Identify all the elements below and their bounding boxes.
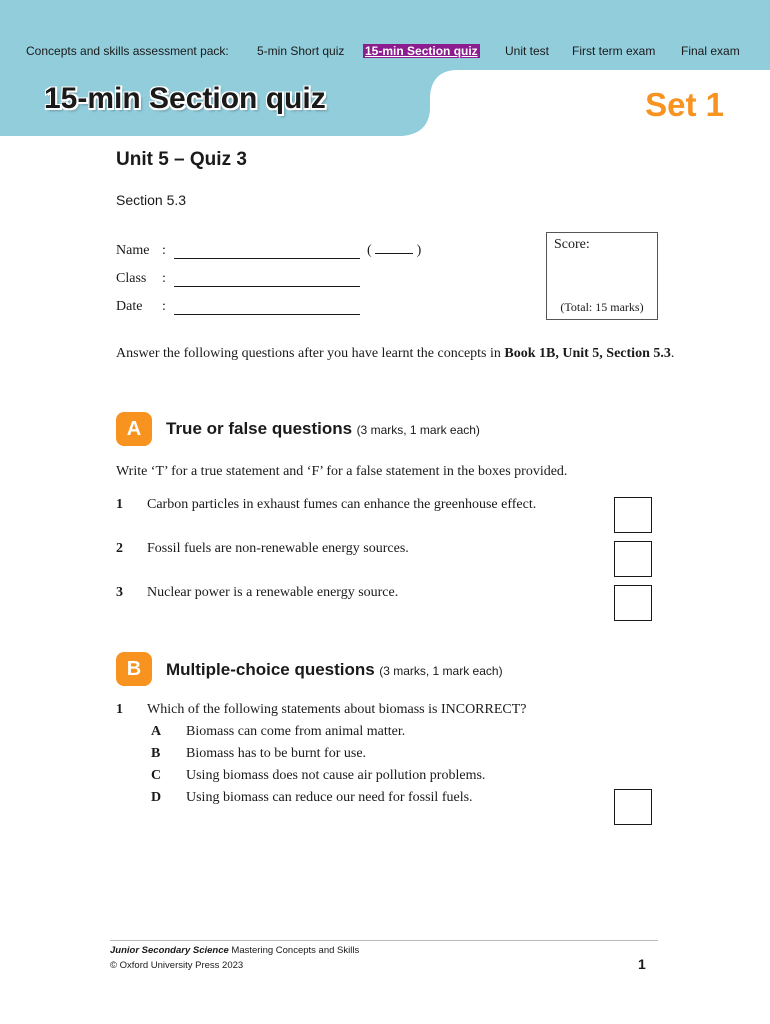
class-line[interactable]: [174, 286, 360, 287]
page-title: 15-min Section quiz: [44, 82, 326, 115]
date-colon: :: [162, 299, 166, 314]
nav-item-final-exam[interactable]: Final exam: [681, 44, 740, 58]
class-colon: :: [162, 271, 166, 286]
question-number: 3: [116, 585, 123, 600]
option-text: Biomass has to be burnt for use.: [186, 746, 367, 761]
section-a-instruction: Write ‘T’ for a true statement and ‘F’ for a false statement in the boxes provided.: [116, 464, 568, 479]
section-a-marks: (3 marks, 1 mark each): [356, 423, 480, 437]
score-box[interactable]: [546, 232, 658, 320]
option-text: Using biomass can reduce our need for fossil fuels.: [186, 790, 473, 805]
score-total: (Total: 15 marks): [560, 300, 644, 314]
section-b-badge: B: [116, 652, 152, 686]
option-text: Biomass can come from animal matter.: [186, 724, 406, 739]
section-b-marks: (3 marks, 1 mark each): [379, 664, 503, 678]
option-letter: C: [151, 768, 162, 783]
section-b-heading: [166, 660, 503, 680]
class-label: Class: [116, 271, 147, 286]
section-b-title: Multiple-choice questions: [166, 660, 375, 679]
paren-open: (: [367, 243, 372, 258]
question-text: Which of the following statements about biomass is INCORRECT?: [147, 702, 527, 717]
section-reference: Section 5.3: [116, 192, 187, 208]
instructions-text: Answer the following questions after you have learnt the concepts in: [116, 346, 505, 361]
nav-item-unit-test[interactable]: Unit test: [505, 44, 550, 58]
name-colon: :: [162, 243, 166, 258]
class-number-field[interactable]: [367, 243, 421, 259]
general-instructions: [116, 343, 676, 365]
footer-divider: [110, 940, 658, 941]
set-label: Set 1: [645, 86, 724, 123]
question-text: Nuclear power is a renewable energy source.: [147, 585, 399, 600]
date-label: Date: [116, 299, 143, 314]
footer-book-title: Junior Secondary Science: [110, 945, 229, 956]
answer-box[interactable]: [614, 789, 652, 825]
paren-close: ): [416, 243, 422, 258]
question-number: 1: [116, 497, 123, 512]
unit-quiz-title: Unit 5 – Quiz 3: [116, 149, 247, 170]
section-a-heading: [166, 419, 480, 439]
answer-box[interactable]: [614, 497, 652, 533]
name-label: Name: [116, 243, 150, 258]
footer-book-subtitle: Mastering Concepts and Skills: [228, 945, 360, 956]
nav-item-first-term-exam[interactable]: First term exam: [572, 44, 656, 58]
name-line[interactable]: [174, 258, 360, 259]
question-number: 2: [116, 541, 123, 556]
date-line[interactable]: [174, 314, 360, 315]
nav-item-short-quiz[interactable]: 5-min Short quiz: [257, 44, 345, 58]
answer-box[interactable]: [614, 541, 652, 577]
instructions-reference: Book 1B, Unit 5, Section 5.3: [504, 346, 671, 361]
footer-book: [110, 945, 359, 956]
option-letter: D: [151, 790, 162, 805]
section-a-badge: A: [116, 412, 152, 446]
option-text: Using biomass does not cause air pollution problems.: [186, 768, 486, 783]
question-number: 1: [116, 702, 123, 717]
class-number-line[interactable]: [375, 252, 413, 254]
option-letter: B: [151, 746, 161, 761]
question-text: Carbon particles in exhaust fumes can enhance the greenhouse effect.: [147, 497, 537, 512]
score-label: Score:: [554, 237, 590, 252]
section-a-title: True or false questions: [166, 419, 353, 438]
page-number: 1: [638, 956, 646, 972]
footer-copyright: © Oxford University Press 2023: [110, 960, 244, 971]
nav-prefix: Concepts and skills assessment pack:: [26, 44, 229, 58]
option-letter: A: [151, 724, 162, 739]
answer-box[interactable]: [614, 585, 652, 621]
question-text: Fossil fuels are non-renewable energy sources.: [147, 541, 409, 556]
instructions-end: .: [670, 346, 675, 361]
nav-item-section-quiz[interactable]: 15-min Section quiz: [365, 44, 478, 58]
